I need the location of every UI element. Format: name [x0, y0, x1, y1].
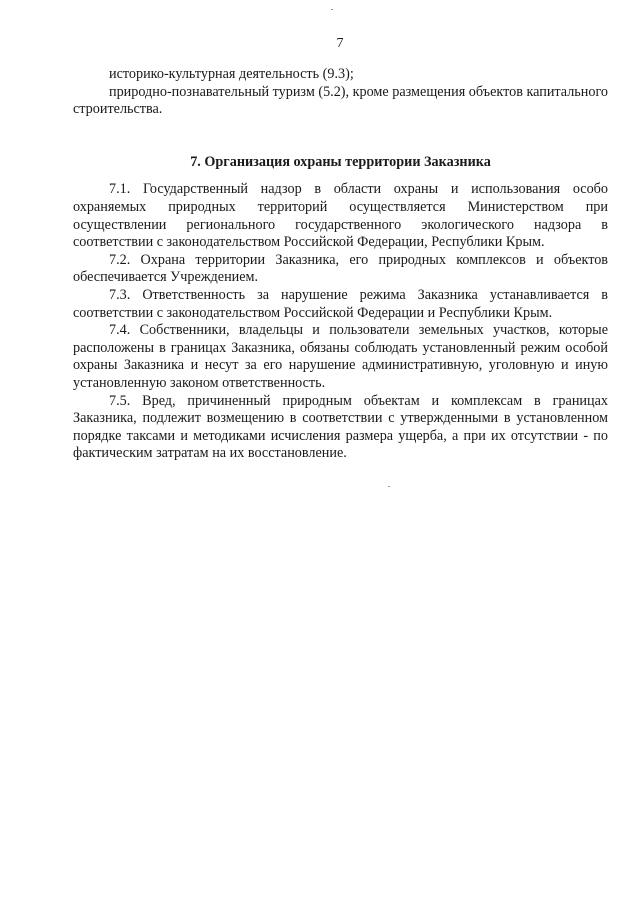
intro-line-1: историко-культурная деятельность (9.3);: [109, 66, 354, 82]
scan-speck: [331, 9, 333, 10]
section-title: 7. Организация охраны территории Заказника: [190, 153, 491, 170]
scan-speck: [388, 486, 390, 487]
page-number: 7: [336, 36, 344, 51]
paragraph-7-5: 7.5. Вред, причиненный природным объектам и комплексам в границах Заказника, подлежит возмещению в соответствии с утвержденными в установленном порядке таксами и методиками исчисления размера ущерба, а при их отсутствии - по фактическим затратам на их восстановление.: [73, 392, 608, 462]
paragraph-7-1: 7.1. Государственный надзор в области охраны и использования особо охраняемых природных территорий осуществляется Министерством при осуществлении регионального государственного экологического надзора в соответствии с законодательством Российской Федерации, Республики Крым.: [73, 181, 608, 251]
paragraph-7-2: 7.2. Охрана территории Заказника, его природных комплексов и объектов обеспечивается Учреждением.: [73, 251, 608, 286]
document-body: [73, 66, 608, 463]
intro-line-2: природно-познавательный туризм (5.2), кроме размещения объектов капитального строительства.: [73, 83, 609, 118]
paragraph-7-3: 7.3. Ответственность за нарушение режима Заказника устанавливается в соответствии с законодательством Российской Федерации и Республики Крым.: [73, 286, 608, 321]
paragraph-7-4: 7.4. Собственники, владельцы и пользователи земельных участков, которые расположены в границах Заказника, обязаны соблюдать установленный режим особой охраны Заказника и несут за его нарушение административную, уголовную и иную установленную законом ответственность.: [73, 322, 608, 391]
